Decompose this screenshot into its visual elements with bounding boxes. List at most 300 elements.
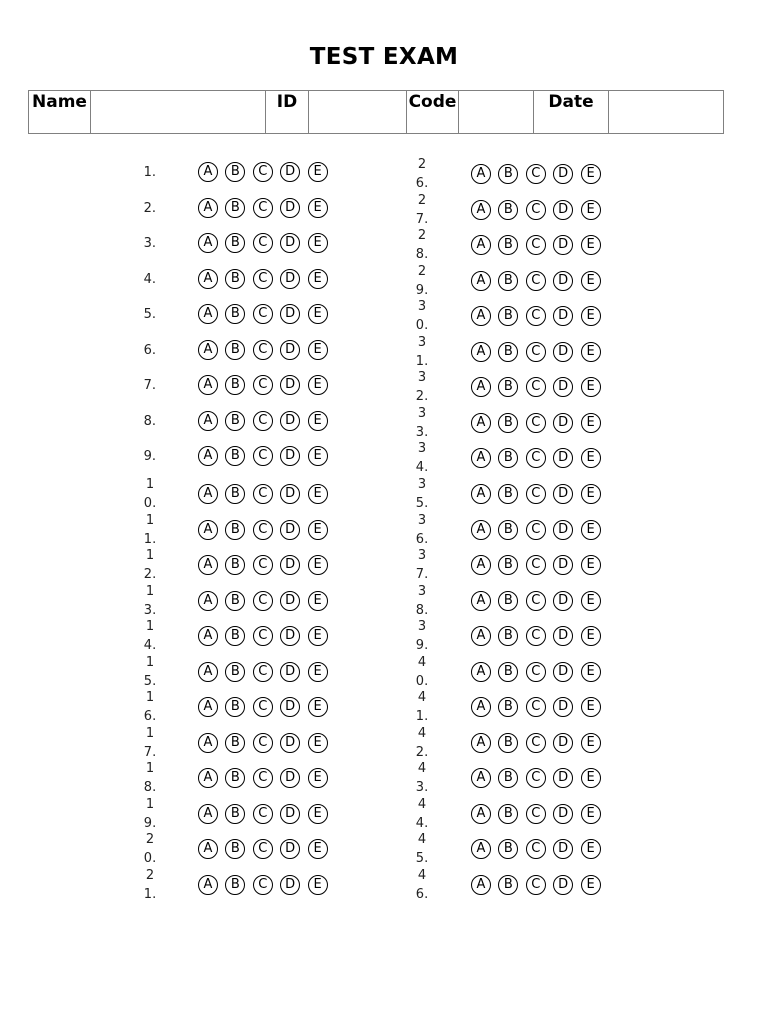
question-number: 41. <box>415 690 429 725</box>
answer-bubble-a[interactable]: A <box>198 768 218 788</box>
question-number: 40. <box>415 654 429 689</box>
answer-bubble-d[interactable]: D <box>553 804 573 824</box>
answer-bubble-e[interactable]: E <box>581 733 601 753</box>
answer-bubble-e[interactable]: E <box>308 198 328 218</box>
answer-bubble-c[interactable]: C <box>253 839 273 859</box>
answer-bubble-a[interactable]: A <box>198 304 218 324</box>
name-field[interactable] <box>91 91 266 134</box>
answer-bubble-d[interactable]: D <box>280 446 300 466</box>
answer-bubble-c[interactable]: C <box>253 768 273 788</box>
answer-bubble-c[interactable]: C <box>526 377 546 397</box>
question-number: 30. <box>415 299 429 334</box>
answer-bubble-c[interactable]: C <box>526 555 546 575</box>
answer-bubble-e[interactable]: E <box>581 235 601 255</box>
answer-bubble-b[interactable]: B <box>498 555 518 575</box>
answer-bubble-a[interactable]: A <box>471 626 491 646</box>
answer-bubble-e[interactable]: E <box>581 839 601 859</box>
question-number: 36. <box>415 512 429 547</box>
answer-bubble-e[interactable]: E <box>308 875 328 895</box>
answer-bubble-a[interactable]: A <box>471 875 491 895</box>
question-number: 11. <box>143 512 157 547</box>
answer-bubble-c[interactable]: C <box>526 591 546 611</box>
answer-bubble-row <box>198 269 338 291</box>
answer-bubble-a[interactable]: A <box>198 340 218 360</box>
answer-bubble-b[interactable]: B <box>498 626 518 646</box>
answer-bubble-d[interactable]: D <box>553 306 573 326</box>
answer-bubble-row <box>198 233 338 255</box>
answer-bubble-a[interactable]: A <box>198 804 218 824</box>
answer-bubble-b[interactable]: B <box>498 448 518 468</box>
answer-bubble-d[interactable]: D <box>553 768 573 788</box>
question-number: 13. <box>143 583 157 618</box>
answer-bubble-b[interactable]: B <box>225 520 245 540</box>
answer-bubble-row <box>471 306 611 328</box>
answer-bubble-c[interactable]: C <box>253 484 273 504</box>
answer-bubble-row <box>471 271 611 293</box>
answer-bubble-e[interactable]: E <box>581 697 601 717</box>
answer-bubble-e[interactable]: E <box>581 448 601 468</box>
answer-bubble-c[interactable]: C <box>253 697 273 717</box>
answer-bubble-b[interactable]: B <box>225 162 245 182</box>
question-number: 21. <box>143 868 157 902</box>
question-number: 29. <box>415 263 429 298</box>
answer-bubble-e[interactable]: E <box>581 377 601 397</box>
question-number: 3. <box>143 236 156 252</box>
question-number: 33. <box>415 405 429 440</box>
answer-bubble-a[interactable]: A <box>471 342 491 362</box>
question-number: 12. <box>143 548 157 583</box>
id-field[interactable] <box>309 91 407 134</box>
answer-bubble-row <box>198 198 338 220</box>
answer-bubble-b[interactable]: B <box>498 520 518 540</box>
answer-bubble-d[interactable]: D <box>553 448 573 468</box>
answer-bubble-row <box>198 804 338 826</box>
answer-bubble-d[interactable]: D <box>553 555 573 575</box>
date-field[interactable] <box>609 91 724 134</box>
answer-bubble-d[interactable]: D <box>553 875 573 895</box>
answer-bubble-e[interactable]: E <box>581 626 601 646</box>
answer-bubble-c[interactable]: C <box>253 555 273 575</box>
answer-bubble-a[interactable]: A <box>471 591 491 611</box>
answer-bubble-row <box>198 484 338 506</box>
answer-bubble-row <box>198 304 338 326</box>
answer-bubble-c[interactable]: C <box>253 411 273 431</box>
answer-bubble-row <box>471 839 611 861</box>
answer-bubble-b[interactable]: B <box>225 733 245 753</box>
answer-bubble-d[interactable]: D <box>553 271 573 291</box>
answer-bubble-d[interactable]: D <box>553 520 573 540</box>
answer-bubble-b[interactable]: B <box>225 233 245 253</box>
answer-bubble-b[interactable]: B <box>498 484 518 504</box>
name-label: Name <box>29 91 91 134</box>
answer-bubble-b[interactable]: B <box>498 164 518 184</box>
answer-bubble-d[interactable]: D <box>553 235 573 255</box>
answer-bubble-row <box>471 413 611 435</box>
id-label: ID <box>266 91 309 134</box>
answer-bubble-d[interactable]: D <box>280 839 300 859</box>
answer-bubble-c[interactable]: C <box>253 662 273 682</box>
answer-bubble-row <box>471 875 611 897</box>
answer-bubble-d[interactable]: D <box>280 733 300 753</box>
question-number: 5. <box>143 307 156 323</box>
answer-bubble-c[interactable]: C <box>253 198 273 218</box>
answer-bubble-c[interactable]: C <box>526 271 546 291</box>
answer-bubble-d[interactable]: D <box>553 413 573 433</box>
answer-bubble-c[interactable]: C <box>526 200 546 220</box>
answer-bubble-b[interactable]: B <box>225 591 245 611</box>
answer-bubble-a[interactable]: A <box>471 235 491 255</box>
answer-bubble-c[interactable]: C <box>253 233 273 253</box>
answer-bubble-d[interactable]: D <box>280 697 300 717</box>
answer-bubble-c[interactable]: C <box>526 768 546 788</box>
answer-bubble-a[interactable]: A <box>198 484 218 504</box>
question-number: 45. <box>415 832 429 867</box>
answer-bubble-row <box>198 591 338 613</box>
answer-bubble-b[interactable]: B <box>498 200 518 220</box>
question-number: 8. <box>143 413 156 429</box>
answer-bubble-d[interactable]: D <box>553 484 573 504</box>
answer-bubble-a[interactable]: A <box>471 306 491 326</box>
question-number: 18. <box>143 761 157 796</box>
answer-bubble-b[interactable]: B <box>225 304 245 324</box>
answer-bubble-d[interactable]: D <box>553 733 573 753</box>
answer-bubble-b[interactable]: B <box>498 413 518 433</box>
answer-bubble-a[interactable]: A <box>198 626 218 646</box>
answer-bubble-d[interactable]: D <box>553 342 573 362</box>
answer-bubble-a[interactable]: A <box>198 591 218 611</box>
answer-bubble-b[interactable]: B <box>225 839 245 859</box>
answer-bubble-row <box>471 804 611 826</box>
question-number: 32. <box>415 370 429 405</box>
answer-bubble-c[interactable]: C <box>253 304 273 324</box>
answer-bubble-b[interactable]: B <box>498 733 518 753</box>
answer-bubble-c[interactable]: C <box>526 804 546 824</box>
answer-bubble-e[interactable]: E <box>581 591 601 611</box>
answer-bubble-c[interactable]: C <box>253 591 273 611</box>
answer-bubble-e[interactable]: E <box>581 413 601 433</box>
question-number: 20. <box>143 832 157 867</box>
answer-bubble-b[interactable]: B <box>498 377 518 397</box>
answer-bubble-c[interactable]: C <box>526 697 546 717</box>
answer-bubble-b[interactable]: B <box>225 662 245 682</box>
answer-bubble-c[interactable]: C <box>253 340 273 360</box>
answer-bubble-d[interactable]: D <box>280 411 300 431</box>
question-number: 2. <box>143 200 156 216</box>
answer-bubble-a[interactable]: A <box>471 768 491 788</box>
answer-bubble-c[interactable]: C <box>526 733 546 753</box>
answer-bubble-e[interactable]: E <box>581 555 601 575</box>
answer-bubble-a[interactable]: A <box>198 375 218 395</box>
answer-bubble-e[interactable]: E <box>308 768 328 788</box>
answer-bubble-a[interactable]: A <box>198 875 218 895</box>
answer-bubble-a[interactable]: A <box>471 662 491 682</box>
answer-bubble-a[interactable]: A <box>198 733 218 753</box>
answer-bubble-a[interactable]: A <box>471 555 491 575</box>
answer-bubble-b[interactable]: B <box>225 875 245 895</box>
question-number: 19. <box>143 796 157 831</box>
answer-bubble-b[interactable]: B <box>498 306 518 326</box>
answer-bubble-a[interactable]: A <box>198 411 218 431</box>
answer-bubble-b[interactable]: B <box>225 555 245 575</box>
answer-bubble-c[interactable]: C <box>253 269 273 289</box>
answer-bubble-e[interactable]: E <box>308 340 328 360</box>
answer-bubble-e[interactable]: E <box>308 520 328 540</box>
answer-bubble-row <box>471 342 611 364</box>
answer-bubble-row <box>198 662 338 684</box>
answer-bubble-c[interactable]: C <box>526 342 546 362</box>
answer-bubble-e[interactable]: E <box>308 804 328 824</box>
answer-bubble-b[interactable]: B <box>225 484 245 504</box>
question-number: 6. <box>143 342 156 358</box>
question-number: 44. <box>415 796 429 831</box>
answer-bubble-b[interactable]: B <box>498 875 518 895</box>
answer-bubble-row <box>198 375 338 397</box>
answer-bubble-a[interactable]: A <box>471 839 491 859</box>
answer-bubble-d[interactable]: D <box>553 377 573 397</box>
answer-bubble-d[interactable]: D <box>280 484 300 504</box>
answer-bubble-d[interactable]: D <box>280 162 300 182</box>
answer-bubble-row <box>471 697 611 719</box>
answer-bubble-e[interactable]: E <box>308 626 328 646</box>
answer-bubble-d[interactable]: D <box>280 875 300 895</box>
answer-bubble-e[interactable]: E <box>308 233 328 253</box>
question-number: 28. <box>415 228 429 263</box>
answer-bubble-e[interactable]: E <box>308 697 328 717</box>
answer-bubble-a[interactable]: A <box>198 446 218 466</box>
answer-bubble-c[interactable]: C <box>253 875 273 895</box>
page-title: TEST EXAM <box>309 44 459 70</box>
answer-bubble-e[interactable]: E <box>308 304 328 324</box>
answer-bubble-c[interactable]: C <box>253 626 273 646</box>
answer-bubble-row <box>471 200 611 222</box>
answer-bubble-e[interactable]: E <box>581 662 601 682</box>
answer-bubble-e[interactable]: E <box>308 591 328 611</box>
answer-bubble-d[interactable]: D <box>280 626 300 646</box>
answer-bubble-d[interactable]: D <box>280 340 300 360</box>
answer-bubble-a[interactable]: A <box>198 555 218 575</box>
answer-bubble-e[interactable]: E <box>308 733 328 753</box>
question-number: 27. <box>415 192 429 227</box>
student-info-table <box>28 90 724 134</box>
answer-bubble-a[interactable]: A <box>471 804 491 824</box>
answer-bubble-c[interactable]: C <box>526 520 546 540</box>
answer-bubble-b[interactable]: B <box>225 375 245 395</box>
answer-bubble-row <box>198 626 338 648</box>
answer-bubble-b[interactable]: B <box>498 235 518 255</box>
answer-bubble-row <box>471 662 611 684</box>
answer-bubble-e[interactable]: E <box>581 164 601 184</box>
answer-bubble-a[interactable]: A <box>198 269 218 289</box>
answer-bubble-row <box>471 733 611 755</box>
question-number: 37. <box>415 548 429 583</box>
question-number: 39. <box>415 619 429 654</box>
answer-bubble-b[interactable]: B <box>225 198 245 218</box>
answer-bubble-a[interactable]: A <box>471 484 491 504</box>
question-number: 14. <box>143 619 157 654</box>
answer-bubble-d[interactable]: D <box>280 269 300 289</box>
answer-bubble-a[interactable]: A <box>471 164 491 184</box>
answer-bubble-a[interactable]: A <box>198 162 218 182</box>
answer-bubble-row <box>471 591 611 613</box>
answer-bubble-e[interactable]: E <box>581 804 601 824</box>
answer-bubble-e[interactable]: E <box>581 520 601 540</box>
question-number: 38. <box>415 583 429 618</box>
answer-bubble-d[interactable]: D <box>553 662 573 682</box>
answer-bubble-a[interactable]: A <box>471 271 491 291</box>
answer-bubble-a[interactable]: A <box>471 733 491 753</box>
answer-bubble-b[interactable]: B <box>498 342 518 362</box>
answer-bubble-b[interactable]: B <box>498 591 518 611</box>
answer-bubble-b[interactable]: B <box>498 271 518 291</box>
answer-bubble-c[interactable]: C <box>526 235 546 255</box>
code-label: Code <box>407 91 459 134</box>
answer-bubble-e[interactable]: E <box>308 484 328 504</box>
answer-bubble-b[interactable]: B <box>225 269 245 289</box>
answer-bubble-row <box>198 520 338 542</box>
answer-bubble-e[interactable]: E <box>308 411 328 431</box>
answer-bubble-d[interactable]: D <box>553 591 573 611</box>
answer-bubble-d[interactable]: D <box>553 200 573 220</box>
answer-bubble-c[interactable]: C <box>526 413 546 433</box>
answer-bubble-d[interactable]: D <box>280 304 300 324</box>
answer-bubble-row <box>198 411 338 433</box>
answer-bubble-a[interactable]: A <box>198 520 218 540</box>
answer-bubble-a[interactable]: A <box>198 662 218 682</box>
answer-bubble-row <box>198 446 338 468</box>
answer-bubble-e[interactable]: E <box>581 342 601 362</box>
answer-bubble-b[interactable]: B <box>225 411 245 431</box>
answer-bubble-b[interactable]: B <box>498 662 518 682</box>
answer-bubble-e[interactable]: E <box>308 375 328 395</box>
question-number: 10. <box>143 476 157 511</box>
answer-bubble-b[interactable]: B <box>498 768 518 788</box>
answer-bubble-b[interactable]: B <box>225 626 245 646</box>
question-number: 35. <box>415 476 429 511</box>
answer-bubble-c[interactable]: C <box>526 839 546 859</box>
answer-bubble-d[interactable]: D <box>280 198 300 218</box>
question-number: 16. <box>143 690 157 725</box>
answer-bubble-d[interactable]: D <box>280 375 300 395</box>
answer-bubble-c[interactable]: C <box>526 448 546 468</box>
answer-bubble-row <box>198 768 338 790</box>
answer-bubble-d[interactable]: D <box>280 233 300 253</box>
answer-bubble-row <box>471 768 611 790</box>
answer-bubble-b[interactable]: B <box>225 697 245 717</box>
answer-bubble-d[interactable]: D <box>280 520 300 540</box>
answer-bubble-c[interactable]: C <box>253 733 273 753</box>
answer-bubble-a[interactable]: A <box>471 413 491 433</box>
answer-bubble-row <box>471 484 611 506</box>
answer-bubble-b[interactable]: B <box>225 804 245 824</box>
answer-bubble-b[interactable]: B <box>225 768 245 788</box>
question-number: 31. <box>415 334 429 369</box>
answer-bubble-c[interactable]: C <box>253 446 273 466</box>
question-number: 17. <box>143 725 157 760</box>
answer-bubble-e[interactable]: E <box>581 768 601 788</box>
question-number: 15. <box>143 654 157 689</box>
answer-bubble-row <box>198 340 338 362</box>
question-number: 7. <box>143 378 156 394</box>
answer-bubble-e[interactable]: E <box>581 200 601 220</box>
answer-bubble-d[interactable]: D <box>553 839 573 859</box>
question-number: 4. <box>143 271 156 287</box>
answer-bubble-d[interactable]: D <box>553 164 573 184</box>
answer-bubble-c[interactable]: C <box>253 375 273 395</box>
answer-bubble-row <box>471 164 611 186</box>
answer-bubble-d[interactable]: D <box>280 591 300 611</box>
answer-bubble-d[interactable]: D <box>553 626 573 646</box>
answer-bubble-b[interactable]: B <box>225 340 245 360</box>
answer-bubble-c[interactable]: C <box>526 164 546 184</box>
answer-bubble-e[interactable]: E <box>581 271 601 291</box>
answer-bubble-row <box>471 626 611 648</box>
answer-bubble-e[interactable]: E <box>581 875 601 895</box>
date-label: Date <box>534 91 609 134</box>
answer-bubble-row <box>198 162 338 184</box>
answer-bubble-a[interactable]: A <box>471 448 491 468</box>
answer-bubble-b[interactable]: B <box>498 697 518 717</box>
code-field[interactable] <box>459 91 534 134</box>
answer-bubble-a[interactable]: A <box>198 697 218 717</box>
answer-bubble-a[interactable]: A <box>471 200 491 220</box>
answer-bubble-c[interactable]: C <box>253 162 273 182</box>
answer-bubble-e[interactable]: E <box>308 839 328 859</box>
answer-bubble-c[interactable]: C <box>253 804 273 824</box>
answer-bubble-row <box>471 448 611 470</box>
answer-bubble-row <box>198 733 338 755</box>
answer-bubble-a[interactable]: A <box>198 198 218 218</box>
answer-bubble-row <box>198 697 338 719</box>
answer-bubble-e[interactable]: E <box>308 162 328 182</box>
question-number: 1. <box>143 165 156 180</box>
answer-bubble-d[interactable]: D <box>280 555 300 575</box>
answer-bubble-c[interactable]: C <box>526 662 546 682</box>
answer-bubble-b[interactable]: B <box>498 839 518 859</box>
answer-bubble-c[interactable]: C <box>526 484 546 504</box>
answer-bubble-e[interactable]: E <box>308 446 328 466</box>
answer-bubble-c[interactable]: C <box>253 520 273 540</box>
answer-bubble-a[interactable]: A <box>471 377 491 397</box>
answer-bubble-c[interactable]: C <box>526 626 546 646</box>
answer-bubble-row <box>198 555 338 577</box>
question-number: 26. <box>415 157 429 191</box>
answer-bubble-e[interactable]: E <box>308 555 328 575</box>
answer-bubble-d[interactable]: D <box>280 804 300 824</box>
answer-bubble-b[interactable]: B <box>225 446 245 466</box>
answer-bubble-d[interactable]: D <box>280 768 300 788</box>
answer-bubble-a[interactable]: A <box>198 233 218 253</box>
answer-bubble-a[interactable]: A <box>198 839 218 859</box>
answer-bubble-d[interactable]: D <box>280 662 300 682</box>
answer-bubble-row <box>198 875 338 897</box>
answer-bubble-row <box>198 839 338 861</box>
answer-bubble-a[interactable]: A <box>471 697 491 717</box>
question-number: 46. <box>415 868 429 902</box>
answer-bubble-a[interactable]: A <box>471 520 491 540</box>
answer-bubble-row <box>471 555 611 577</box>
answer-bubble-d[interactable]: D <box>553 697 573 717</box>
answer-bubble-e[interactable]: E <box>581 306 601 326</box>
answer-bubble-b[interactable]: B <box>498 804 518 824</box>
question-number: 43. <box>415 761 429 796</box>
question-number: 34. <box>415 441 429 476</box>
answer-bubble-e[interactable]: E <box>308 269 328 289</box>
answer-bubble-e[interactable]: E <box>308 662 328 682</box>
answer-bubble-e[interactable]: E <box>581 484 601 504</box>
answer-bubble-c[interactable]: C <box>526 875 546 895</box>
question-number: 42. <box>415 725 429 760</box>
answer-bubble-c[interactable]: C <box>526 306 546 326</box>
